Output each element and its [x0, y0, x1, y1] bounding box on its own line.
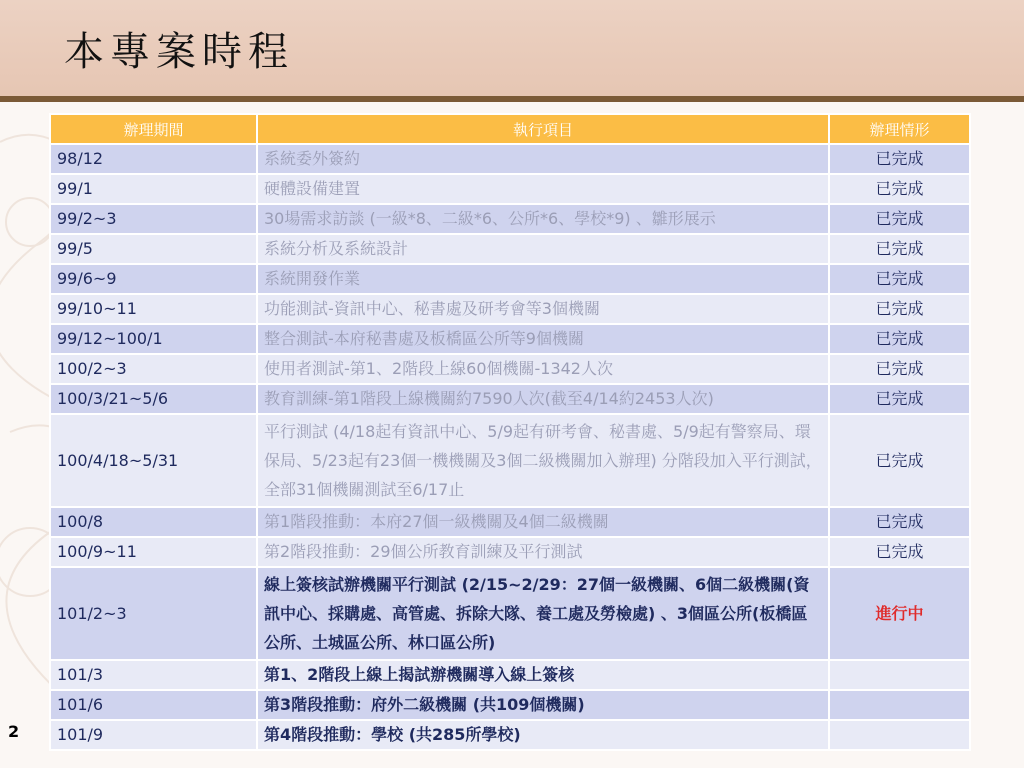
status-cell: 已完成	[829, 234, 970, 264]
item-cell: 功能測試-資訊中心、秘書處及研考會等3個機關	[257, 294, 829, 324]
item-cell: 整合測試-本府秘書處及板橋區公所等9個機關	[257, 324, 829, 354]
item-cell: 系統分析及系統設計	[257, 234, 829, 264]
period-cell: 101/6	[50, 690, 257, 720]
period-cell: 99/1	[50, 174, 257, 204]
item-cell: 線上簽核試辦機關平行測試 (2/15~2/29：27個一級機關、6個二級機關(資訊中心、採購處、高管處、拆除大隊、養工處及勞檢處) 、3個區公所(板橋區公所、土城區公所、林口區公所)	[257, 567, 829, 660]
table-row	[50, 324, 970, 354]
table-row	[50, 660, 970, 690]
status-cell: 已完成	[829, 264, 970, 294]
table-header-row	[50, 114, 970, 144]
item-cell: 教育訓練-第1階段上線機關約7590人次(截至4/14約2453人次)	[257, 384, 829, 414]
status-cell: 已完成	[829, 144, 970, 174]
status-cell	[829, 660, 970, 690]
status-cell	[829, 720, 970, 750]
table-row	[50, 414, 970, 507]
status-cell: 已完成	[829, 204, 970, 234]
status-cell: 已完成	[829, 507, 970, 537]
status-cell	[829, 690, 970, 720]
item-cell: 平行測試 (4/18起有資訊中心、5/9起有研考會、秘書處、5/9起有警察局、環保局、5/23起有23個一機機關及3個二級機關加入辦理) 分階段加入平行測試，全部31個機關測試至6/17止	[257, 414, 829, 507]
slide-number: 2	[8, 722, 20, 741]
period-cell: 101/3	[50, 660, 257, 690]
item-cell: 使用者測試-第1、2階段上線60個機關-1342人次	[257, 354, 829, 384]
period-cell: 100/9~11	[50, 537, 257, 567]
table-row	[50, 690, 970, 720]
item-cell: 第1階段推動：本府27個一級機關及4個二級機關	[257, 507, 829, 537]
item-cell: 系統開發作業	[257, 264, 829, 294]
period-cell: 100/3/21~5/6	[50, 384, 257, 414]
item-cell: 第2階段推動：29個公所教育訓練及平行測試	[257, 537, 829, 567]
table-row	[50, 354, 970, 384]
status-cell: 已完成	[829, 174, 970, 204]
header-status: 辦理情形	[829, 114, 970, 144]
table-row	[50, 537, 970, 567]
item-cell: 系統委外簽約	[257, 144, 829, 174]
period-cell: 99/2~3	[50, 204, 257, 234]
table-row	[50, 234, 970, 264]
page-title: 本專案時程	[64, 29, 294, 75]
table-row	[50, 567, 970, 660]
header-item: 執行項目	[257, 114, 829, 144]
status-cell: 已完成	[829, 384, 970, 414]
table-row	[50, 720, 970, 750]
status-cell-in-progress: 進行中	[829, 567, 970, 660]
item-cell: 硬體設備建置	[257, 174, 829, 204]
table-row	[50, 294, 970, 324]
period-cell: 101/9	[50, 720, 257, 750]
period-cell: 98/12	[50, 144, 257, 174]
table-row	[50, 174, 970, 204]
status-cell: 已完成	[829, 537, 970, 567]
period-cell: 99/12~100/1	[50, 324, 257, 354]
period-cell: 100/4/18~5/31	[50, 414, 257, 507]
schedule-table	[49, 113, 971, 751]
table-row	[50, 507, 970, 537]
item-cell: 30場需求訪談 (一級*8、二級*6、公所*6、學校*9) 、雛形展示	[257, 204, 829, 234]
period-cell: 100/2~3	[50, 354, 257, 384]
table-row	[50, 384, 970, 414]
period-cell: 99/5	[50, 234, 257, 264]
status-cell: 已完成	[829, 294, 970, 324]
header-period: 辦理期間	[50, 114, 257, 144]
table-row	[50, 264, 970, 294]
item-cell: 第1、2階段上線上揭試辦機關導入線上簽核	[257, 660, 829, 690]
title-divider	[0, 96, 1024, 102]
status-cell: 已完成	[829, 324, 970, 354]
table-row	[50, 144, 970, 174]
status-cell: 已完成	[829, 414, 970, 507]
item-cell: 第4階段推動：學校 (共285所學校)	[257, 720, 829, 750]
item-cell: 第3階段推動：府外二級機關 (共109個機關)	[257, 690, 829, 720]
table-row	[50, 204, 970, 234]
period-cell: 101/2~3	[50, 567, 257, 660]
status-cell: 已完成	[829, 354, 970, 384]
period-cell: 99/6~9	[50, 264, 257, 294]
period-cell: 100/8	[50, 507, 257, 537]
period-cell: 99/10~11	[50, 294, 257, 324]
